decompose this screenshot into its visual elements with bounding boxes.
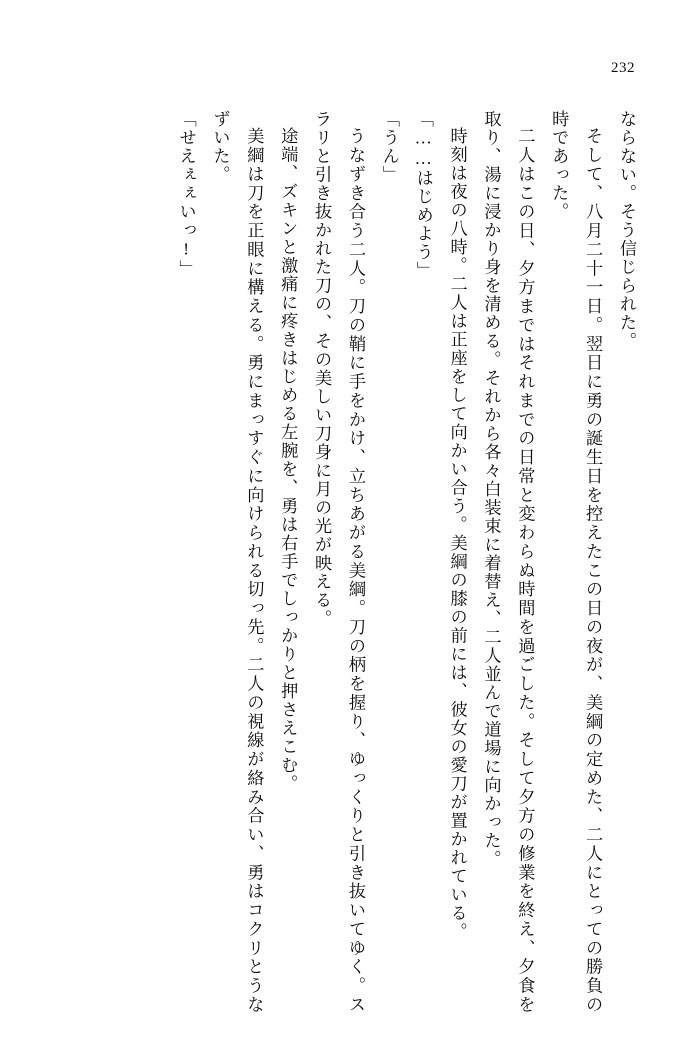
paragraph: 時刻は夜の八時。二人は正座をして向かい合う。美綱の膝の前には、彼女の愛刀が置かれている。 xyxy=(447,127,467,942)
paragraph: 二人はこの日、夕方まではそれまでの日常と変わらぬ時間を過ごした。そして夕方の修業を終え、夕食を取り、湯に浸かり身を清める。それから各々白装束に着替え、二人並んで道場に向かった。 xyxy=(481,110,535,1014)
paragraph: そして、八月二十一日。翌日に勇の誕生日を控えたこの日の夜が、美綱の定めた、二人にとっての勝負の時であった。 xyxy=(549,110,603,1014)
page-body-text xyxy=(52,110,643,1014)
paragraph: 途端、ズキンと激痛に疼きはじめる左腕を、勇は右手でしっかりと押さえこむ。 xyxy=(278,127,298,794)
paragraph: ならない。そう信じられた。 xyxy=(617,110,636,351)
paragraph: 美綱は刀を正眼に構える。勇にまっすぐに向けられる切っ先。二人の視線が絡み合い、勇はコクリとうなずいた。 xyxy=(210,110,264,1014)
page-number: 232 xyxy=(611,60,635,76)
paragraph: うなずき合う二人。刀の鞘に手をかけ、立ちあがる美綱。刀の柄を握り、ゆっくりと引き抜いてゆく。スラリと引き抜かれた刀の、その美しい刀身に月の光が映える。 xyxy=(312,110,365,1014)
paragraph-dialogue: 「うん」 xyxy=(379,110,399,184)
paragraph-dialogue: 「せえぇぇいっ!」 xyxy=(176,110,196,279)
paragraph-dialogue: 「……はじめよう」 xyxy=(413,110,433,281)
